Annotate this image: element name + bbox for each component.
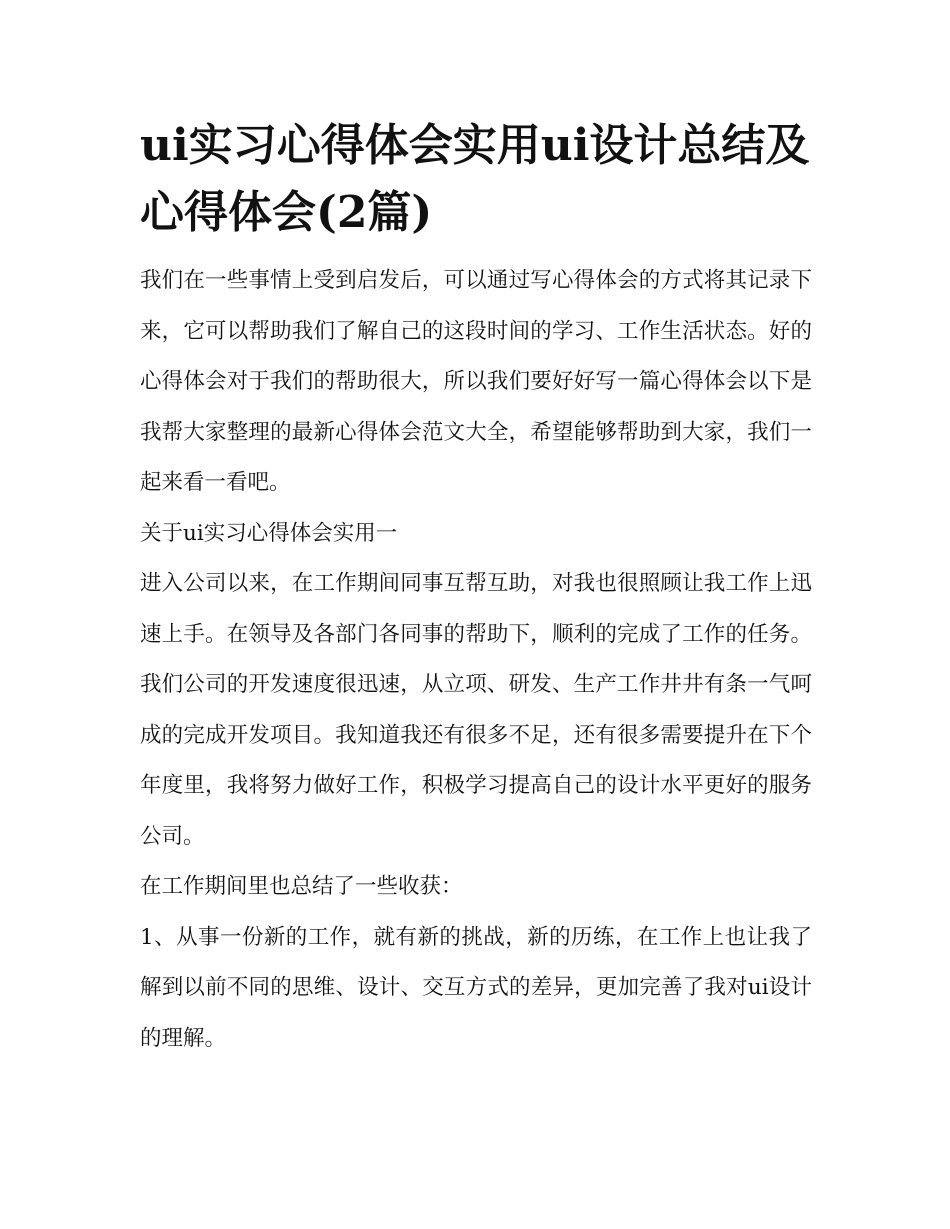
body-paragraph-3: 1、从事一份新的工作，就有新的挑战，新的历练，在工作上也让我了解到以前不同的思维、设计、交互方式的差异，更加完善了我对ui设计的理解。 — [140, 924, 812, 1051]
section-heading: 关于ui实习心得体会实用一 — [140, 520, 398, 546]
intro-paragraph: 我们在一些事情上受到启发后，可以通过写心得体会的方式将其记录下来，它可以帮助我们了解自己的这段时间的学习、工作生活状态。好的心得体会对于我们的帮助很大，所以我们要好好写一篇心得体会以下是我帮大家整理的最新心得体会范文大全，希望能够帮助到大家，我们一起来看一看吧。 — [140, 268, 812, 495]
body-paragraph-2: 在工作期间里也总结了一些收获： — [140, 874, 463, 899]
body-paragraph-1: 进入公司以来，在工作期间同事互帮互助，对我也很照顾让我工作上迅速上手。在领导及各部门各同事的帮助下，顺利的完成了工作的任务。我们公司的开发速度很迅速，从立项、研发、生产工作井井有条一气呵成的完成开发项目。我知道我还有很多不足，还有很多需要提升在下个年度里，我将努力做好工作，积极学习提高自己的设计水平更好的服务公司。 — [140, 571, 812, 849]
document-page — [140, 112, 812, 1064]
document-title: ui实习心得体会实用ui设计总结及心得体会(2篇) — [140, 120, 810, 238]
